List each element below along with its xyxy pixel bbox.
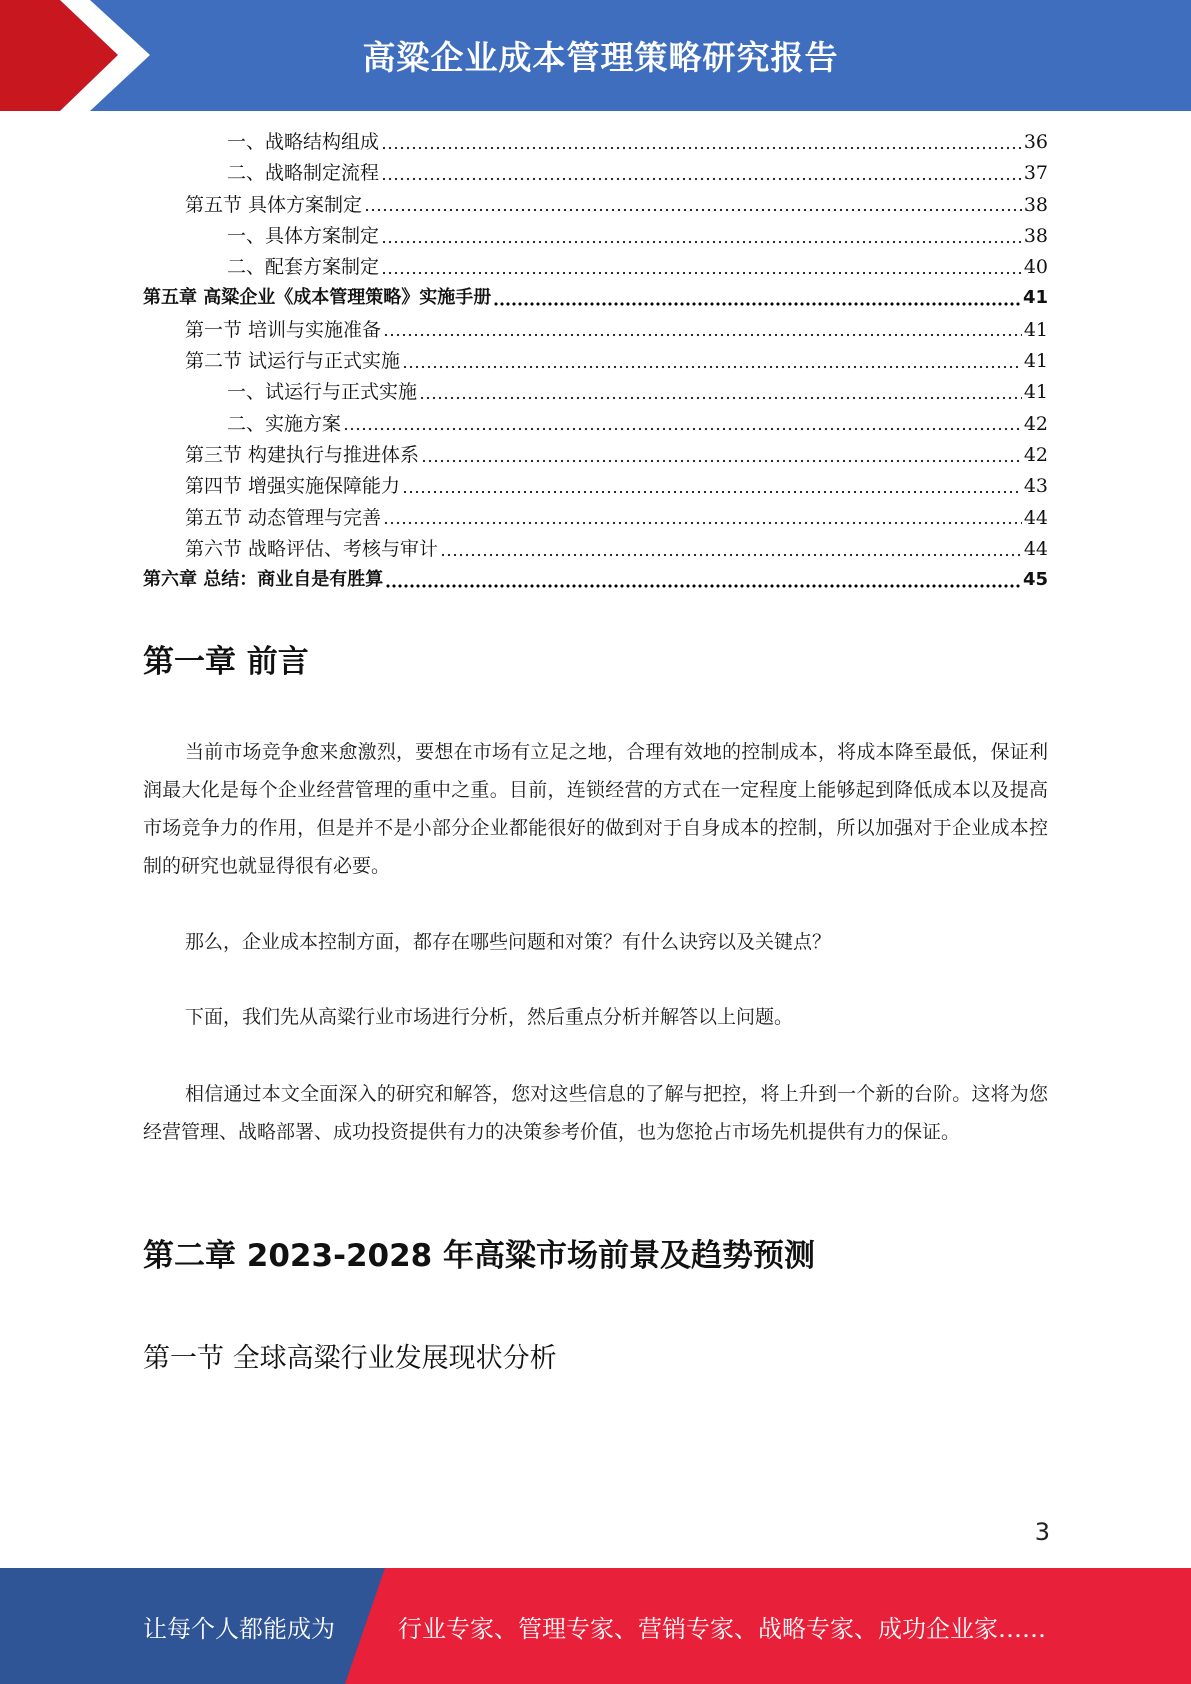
toc-page: 36: [1023, 131, 1048, 153]
section-heading: 第一节 全球高粱行业发展现状分析: [143, 1343, 557, 1374]
toc-page: 38: [1023, 193, 1048, 216]
toc-label: 二、战略制定流程: [227, 162, 380, 185]
toc-leader: [419, 396, 1022, 400]
toc-page: 41: [1023, 350, 1048, 373]
toc-leader: [440, 553, 1022, 557]
toc-entry[interactable]: [143, 534, 1048, 565]
toc-page: 44: [1023, 506, 1048, 529]
report-title: 高粱企业成本管理策略研究报告: [362, 38, 839, 77]
toc-page: 42: [1023, 443, 1048, 466]
body-paragraph: 下面，我们先从高粱行业市场进行分析，然后重点分析并解答以上问题。: [185, 1006, 794, 1028]
toc-page: 45: [1022, 569, 1048, 591]
toc-leader: [381, 271, 1022, 275]
toc-label: 第六节 战略评估、考核与审计: [185, 537, 439, 560]
toc-leader: [343, 427, 1022, 431]
chapter-heading: 第一章 前言: [143, 644, 309, 680]
toc-page: 38: [1023, 224, 1048, 247]
toc-label: 第五章 高粱企业《成本管理策略》实施手册: [143, 287, 492, 309]
footer-slogan-left: 让每个人都能成为: [143, 1614, 335, 1643]
toc-leader: [421, 459, 1022, 463]
toc-leader: [402, 365, 1022, 369]
toc-page: 41: [1023, 381, 1048, 404]
toc-entry[interactable]: [143, 440, 1048, 471]
toc-label: 一、具体方案制定: [227, 224, 380, 247]
body-paragraph: 那么，企业成本控制方面，都存在哪些问题和对策？有什么诀窍以及关键点？: [185, 931, 832, 953]
chapter-heading: 第二章 2023-2028 年高粱市场前景及趋势预测: [143, 1238, 816, 1274]
toc-leader: [385, 584, 1021, 588]
page-number: 3: [1034, 1518, 1050, 1546]
toc-label: 一、试运行与正式实施: [227, 381, 418, 404]
toc-leader: [381, 240, 1022, 244]
toc-entry-chapter[interactable]: [143, 283, 1048, 314]
toc-entry-chapter[interactable]: [143, 565, 1048, 596]
toc-page: 40: [1023, 256, 1048, 279]
toc-label: 二、实施方案: [227, 412, 342, 435]
toc-entry[interactable]: [143, 158, 1048, 189]
toc-entry[interactable]: [143, 377, 1048, 408]
toc-page: 43: [1023, 475, 1048, 498]
toc-leader: [364, 208, 1022, 212]
toc-label: 第三节 构建执行与推进体系: [185, 443, 420, 466]
toc-label: 第一节 培训与实施准备: [185, 318, 382, 341]
toc-leader: [383, 333, 1022, 337]
toc-page: 41: [1022, 287, 1048, 309]
toc-label: 二、配套方案制定: [227, 256, 380, 279]
toc-leader: [381, 146, 1022, 150]
toc-entry[interactable]: [143, 315, 1048, 346]
toc-page: 41: [1023, 318, 1048, 341]
body-paragraph: 当前市场竞争愈来愈激烈，要想在市场有立足之地，合理有效地的控制成本，将成本降至最低，保证利润最大化是每个企业经营管理的重中之重。目前，连锁经营的方式在一定程度上能够起到降低成本以及提高市场竞争力的作用，但是并不是小部分企业都能很好的做到对于自身成本的控制，所以加强对于企业成本控制的研究也就显得很有必要。: [143, 741, 1048, 877]
footer-banner: [0, 1568, 1191, 1684]
toc-page: 42: [1023, 412, 1048, 435]
toc-entry[interactable]: [143, 471, 1048, 502]
toc-entry[interactable]: [143, 346, 1048, 377]
toc-label: 第五节 具体方案制定: [185, 193, 363, 216]
toc-label: 第六章 总结：商业自是有胜算: [143, 569, 384, 591]
toc-entry[interactable]: [143, 127, 1048, 158]
toc-leader: [383, 521, 1022, 525]
toc-leader: [493, 302, 1021, 306]
toc-entry[interactable]: [143, 252, 1048, 283]
body-paragraph: 相信通过本文全面深入的研究和解答，您对这些信息的了解与把控，将上升到一个新的台阶。这将为您经营管理、战略部署、成功投资提供有力的决策参考价值，也为您抢占市场先机提供有力的保证。: [143, 1083, 1048, 1143]
toc-label: 第五节 动态管理与完善: [185, 506, 382, 529]
toc-entry[interactable]: [143, 221, 1048, 252]
toc-label: 第四节 增强实施保障能力: [185, 475, 401, 498]
toc-entry[interactable]: [143, 503, 1048, 534]
toc-label: 一、战略结构组成: [227, 131, 380, 153]
toc-leader: [402, 490, 1022, 494]
toc-page: 44: [1023, 537, 1048, 560]
toc-leader: [381, 177, 1022, 181]
table-of-contents: [143, 127, 1048, 596]
footer-slogan-right: 行业专家、管理专家、营销专家、战略专家、成功企业家……: [398, 1614, 1046, 1643]
header-banner: [0, 0, 1191, 111]
toc-entry[interactable]: [143, 409, 1048, 440]
toc-entry[interactable]: [143, 190, 1048, 221]
toc-page: 37: [1023, 162, 1048, 185]
toc-label: 第二节 试运行与正式实施: [185, 350, 401, 373]
